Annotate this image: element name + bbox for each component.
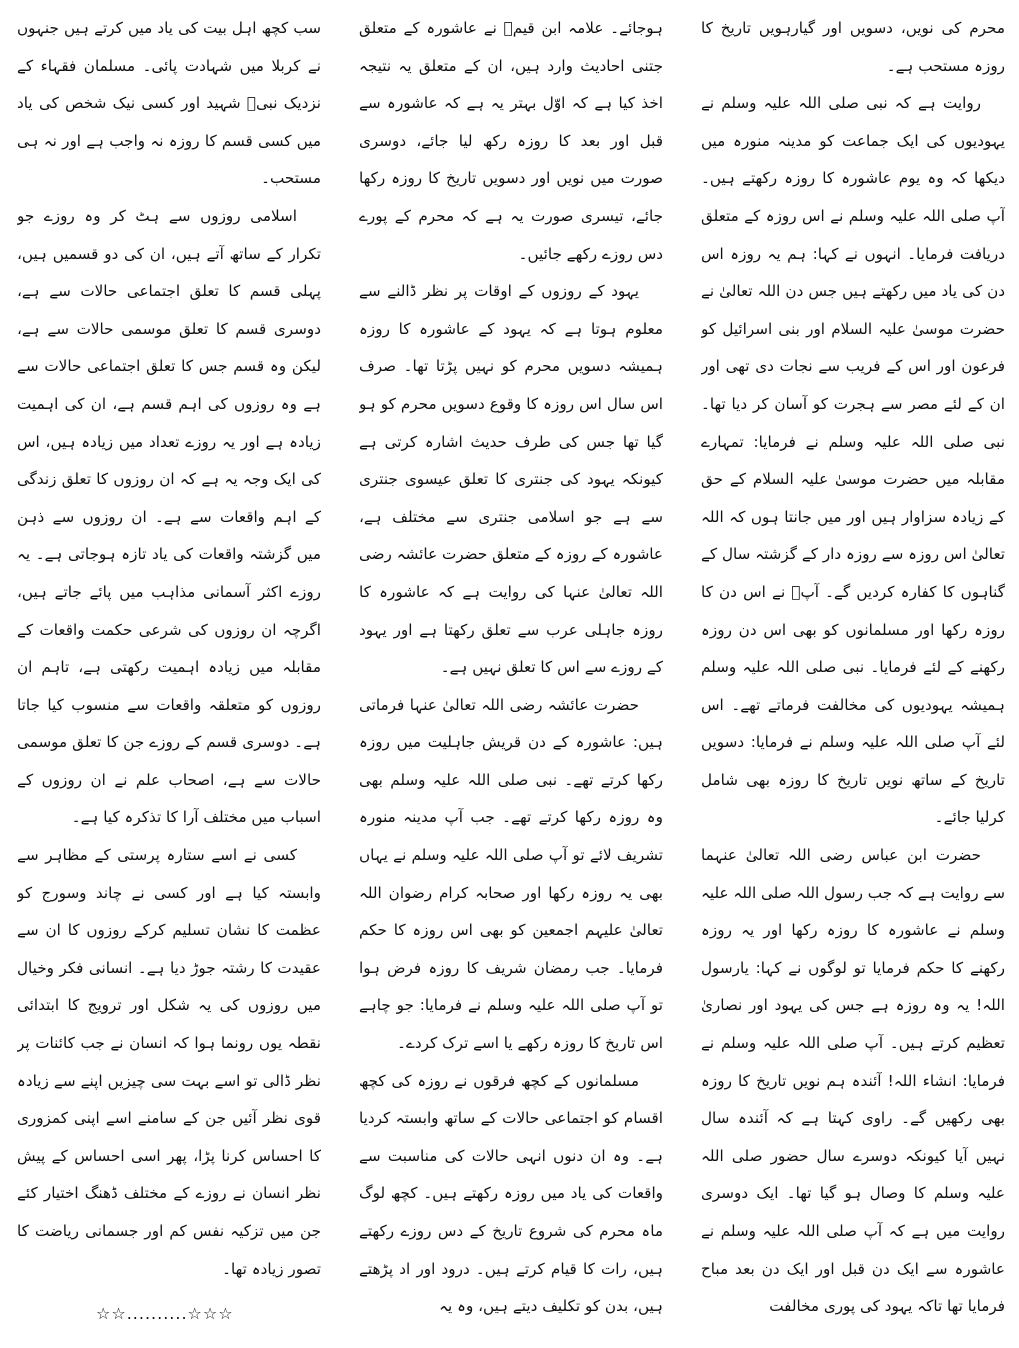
paragraph: ہوجائے۔ علامہ ابن قیمؒ نے عاشورہ کے متعلق جتنی احادیث وارد ہیں، ان کے متعلق یہ نتیجہ اخذ کیا ہے کہ اوّل بہتر یہ ہے کہ عاشورہ سے قبل اور بعد کا روزہ رکھ لیا جائے، دوسری صورت میں نویں اور دسویں تاریخ کا روزہ رکھا جائے، تیسری صورت یہ ہے کہ محرم کے پورے دس روزے رکھے جائیں۔ [359,19,663,263]
paragraph: حضرت ابن عباس رضی اللہ تعالیٰ عنہما سے روایت ہے کہ جب رسول اللہ صلی اللہ علیہ وسلم نے عاشورہ کا روزہ رکھا اور یہ روزہ رکھنے کا حکم فرمایا تو لوگوں نے کہا: یارسول اللہ! یہ وہ روزہ ہے جس کی یہود اور نصاریٰ تعظیم کرتے ہیں۔ آپ صلی اللہ علیہ وسلم نے فرمایا: انشاء اللہ! آئندہ ہم نویں تاریخ کا روزہ بھی رکھیں گے۔ راوی کہتا ہے کہ آئندہ سال نہیں آیا کیونکہ دوسرے سال حضور صلی اللہ علیہ وسلم کا وصال ہو گیا تھا۔ ایک دوسری روایت میں ہے کہ آپ صلی اللہ علیہ وسلم نے عاشورہ سے ایک دن قبل اور ایک دن بعد مباح فرمایا تھا تاکہ یہود کی پوری مخالفت [701,846,1005,1316]
paragraph: محرم کی نویں، دسویں اور گیارہویں تاریخ کا روزہ مستحب ہے۔ [701,19,1005,75]
paragraph: روایت ہے کہ نبی صلی اللہ علیہ وسلم نے یہودیوں کی ایک جماعت کو مدینہ منورہ میں دیکھا کہ وہ یوم عاشورہ کا روزہ رکھتے ہیں۔ آپ صلی اللہ علیہ وسلم نے اس روزہ کے متعلق دریافت فرمایا۔ انہوں نے کہا: ہم یہ روزہ اس دن کی یاد میں رکھتے ہیں جس دن اللہ تعالیٰ نے حضرت موسیٰ علیہ السلام اور بنی اسرائیل کو فرعون اور اس کے فریب سے نجات دی تھی اور ان کے لئے مصر سے ہجرت کو آسان کر دیا تھا۔ نبی صلی اللہ علیہ وسلم نے فرمایا: تمہارے مقابلہ میں حضرت موسیٰ علیہ السلام کے حق کے زیادہ سزاوار ہیں اور میں جانتا ہوں کہ اللہ تعالیٰ اس روزہ سے روزہ دار کے گزشتہ سال کے گناہوں کا کفارہ کردیں گے۔ آپؐ نے اس دن کا روزہ رکھا اور مسلمانوں کو بھی اس دن روزہ رکھنے کے لئے فرمایا۔ نبی صلی اللہ علیہ وسلم ہمیشہ یہودیوں کی مخالفت فرماتے تھے۔ اس لئے آپ صلی اللہ علیہ وسلم نے فرمایا: دسویں تاریخ کے ساتھ نویں تاریخ کا روزہ بھی شامل کرلیا جائے۔ [701,94,1005,827]
text-column-right [701,10,1005,1338]
paragraph: کسی نے اسے ستارہ پرستی کے مظاہر سے وابستہ کیا ہے اور کسی نے چاند وسورج کو عظمت کا نشان تسلیم کرکے روزوں کا ان سے عقیدت کا رشتہ جوڑ دیا ہے۔ انسانی فکر وخیال میں روزوں کی یہ شکل اور ترویج کا ابتدائی نقطہ یوں رونما ہوا کہ انسان نے جب کائنات پر نظر ڈالی تو اسے بہت سی چیزیں اپنے سے زیادہ قوی نظر آئیں جن کے سامنے اسے اپنی کمزوری کا احساس کرنا پڑا، پھر اسی احساس کے پیش نظر انسان نے روزے کے مختلف ڈھنگ اختیار کئے جن میں تزکیہ نفس کم اور جسمانی ریاضت کا تصور زیادہ تھا۔ [17,846,321,1278]
paragraph: حضرت عائشہ رضی اللہ تعالیٰ عنہا فرماتی ہیں: عاشورہ کے دن قریش جاہلیت میں روزہ رکھا کرتے تھے۔ نبی صلی اللہ علیہ وسلم بھی وہ روزہ رکھا کرتے تھے۔ جب آپ مدینہ منورہ تشریف لائے تو آپ صلی اللہ علیہ وسلم نے یہاں بھی یہ روزہ رکھا اور صحابہ کرام رضوان اللہ تعالیٰ علیہم اجمعین کو بھی اس روزہ کا حکم فرمایا۔ جب رمضان شریف کا روزہ فرض ہوا تو آپ صلی اللہ علیہ وسلم نے فرمایا: جو چاہے اس تاریخ کا روزہ رکھے یا اسے ترک کردے۔ [359,695,663,1053]
paragraph: اسلامی روزوں سے ہٹ کر وہ روزے جو تکرار کے ساتھ آتے ہیں، ان کی دو قسمیں ہیں، پہلی قسم کا تعلق اجتماعی حالات سے ہے، دوسری قسم کا تعلق موسمی حالات سے ہے، لیکن وہ قسم جس کا تعلق اجتماعی حالات سے ہے وہ روزوں کی اہم قسم ہے، ان کی اہمیت زیادہ ہے اور یہ روزے تعداد میں زیادہ ہیں، اس کی ایک وجہ یہ ہے کہ ان روزوں کا تعلق زندگی کے اہم واقعات سے ہے۔ ان روزوں سے ذہن میں گزشتہ واقعات کی یاد تازہ ہوجاتی ہے۔ یہ روزے اکثر آسمانی مذاہب میں پائے جاتے ہیں، اگرچہ ان روزوں کی شرعی حکمت واقعات کے مقابلہ میں زیادہ اہمیت رکھتی ہے، تاہم ان روزوں کو متعلقہ واقعات سے منسوب کیا جاتا ہے۔ دوسری قسم کے روزے جن کا تعلق موسمی حالات سے ہے، اصحاب علم نے ان روزوں کے اسباب میں مختلف آرا کا تذکرہ کیا ہے۔ [17,206,321,827]
paragraph: مسلمانوں کے کچھ فرقوں نے روزہ کی کچھ اقسام کو اجتماعی حالات کے ساتھ وابستہ کردیا ہے۔ وہ ان دنوں انہی حالات کی مناسبت سے واقعات کی یاد میں روزہ رکھتے ہیں۔ کچھ لوگ ماہ محرم کی شروع تاریخ کے دس روزے رکھتے ہیں، رات کا قیام کرتے ہیں۔ درود اور اد پڑھتے ہیں، بدن کو تکلیف دیتے ہیں، وہ یہ [359,1071,663,1316]
paragraph: سب کچھ اہل بیت کی یاد میں کرتے ہیں جنہوں نے کربلا میں شہادت پائی۔ مسلمان فقہاء کے نزدیک نبیؐ شہید اور کسی نیک شخص کی یاد میں کسی قسم کا روزہ نہ واجب ہے اور نہ ہی مستحب۔ [17,19,321,188]
paragraph: یہود کے روزوں کے اوقات پر نظر ڈالنے سے معلوم ہوتا ہے کہ یہود کے عاشورہ کا روزہ ہمیشہ دسویں محرم کو نہیں پڑتا تھا۔ صرف اس سال اس روزہ کا وقوع دسویں محرم کو ہو گیا تھا جس کی طرف حدیث اشارہ کرتی ہے کیونکہ یہود کی جنتری کا تعلق عیسوی جنتری سے ہے جو اسلامی جنتری سے مختلف ہے، عاشورہ کے روزہ کے متعلق حضرت عائشہ رضی اللہ تعالیٰ عنہا کی روایت ہے کہ عاشورہ کا روزہ جاہلی عرب سے تعلق رکھتا ہے اور یہود کے روزے سے اس کا تعلق نہیں ہے۔ [359,282,663,677]
text-column-left [17,10,321,1338]
end-ornament: ☆☆..........☆☆☆ [96,1304,234,1323]
text-column-middle [359,10,663,1338]
